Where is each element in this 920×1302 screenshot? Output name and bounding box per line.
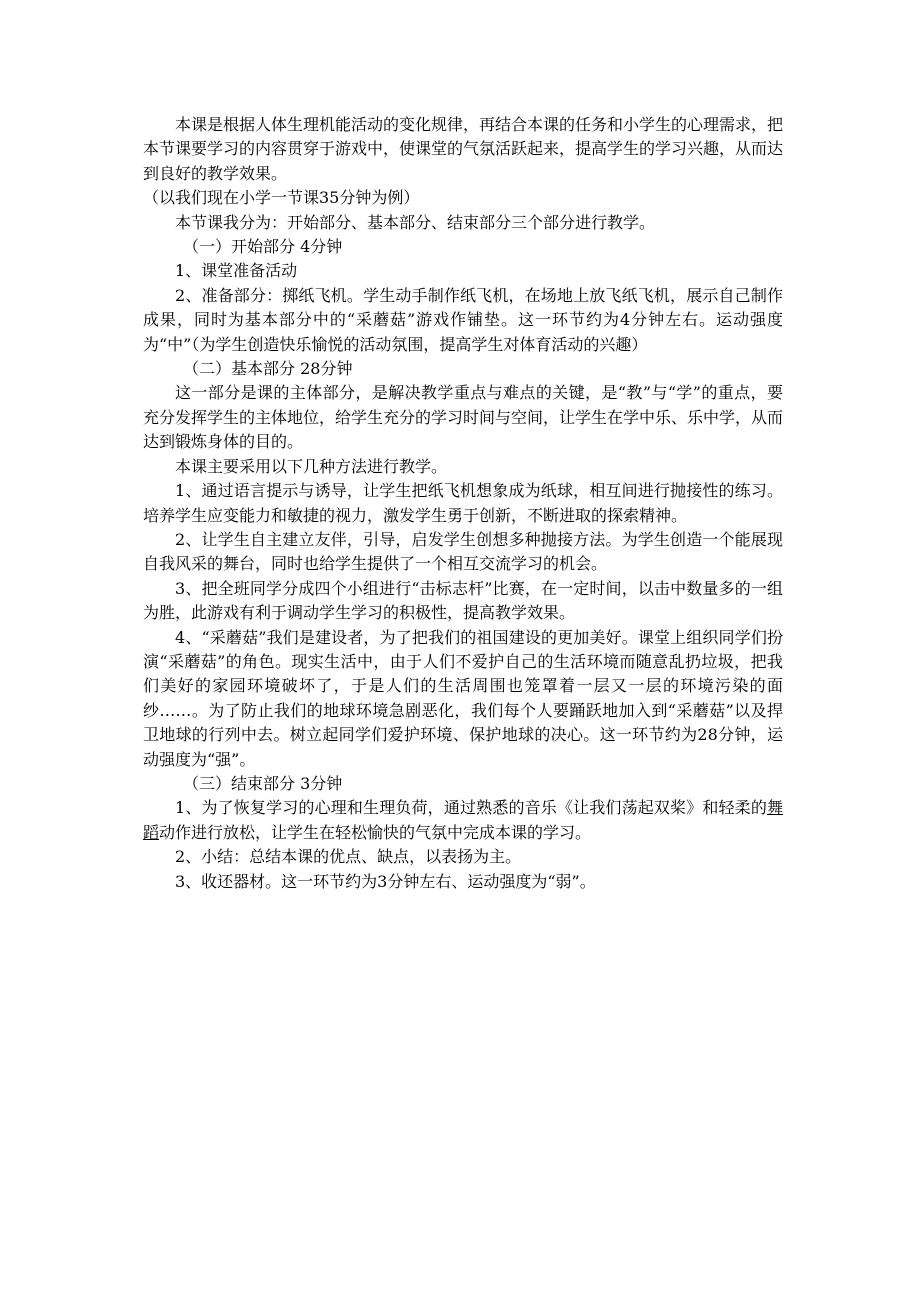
start-item-1: 1、课堂准备活动 <box>175 261 298 281</box>
basic-item-3: 3、把全班同学分成四个小组进行“击标志杆”比赛，在一定时间，以击中数量多的一组为胜，此游戏有利于调动学生学习的积极性，提高教学效果。 <box>143 578 783 623</box>
basic-item-2: 2、让学生自主建立友伴，引导，启发学生创想多种抛接方法。为学生创造一个能展现自我风采的舞台，同时也给学生提供了一个相互交流学习的机会。 <box>143 529 783 574</box>
intro-paragraph: 本课是根据人体生理机能活动的变化规律，再结合本课的任务和小学生的心理需求，把本节课要学习的内容贯穿于游戏中，使课堂的气氛活跃起来，提高学生的学习兴趣，从而达到良好的教学效果。 <box>143 115 784 183</box>
section-heading-start: （一）开始部分 4分钟 <box>183 237 343 257</box>
basic-item-4: 4、“采蘑菇”我们是建设者，为了把我们的祖国建设的更加美好。课堂上组织同学们扮演“采蘑菇”的角色。现实生活中，由于人们不爱护自己的生活环境而随意乱扔垃圾，把我们美好的家园环境破坏了，于是人们的生活周围也笼罩着一层又一层的环境污染的面纱……。为了防止我们的地球环境急剧恶化，我们每个人要踊跃地加入到“采蘑菇”以及捍卫地球的行列中去。树立起同学们爱护环境、保护地球的决心。这一环节约为28分钟，运动强度为“强”。 <box>143 627 783 769</box>
document-body <box>143 113 783 894</box>
example-note: （以我们现在小学一节课35分钟为例） <box>143 188 420 208</box>
basic-item-1: 1、通过语言提示与诱导，让学生把纸飞机想象成为纸球，相互间进行抛接性的练习。培养学生应变能力和敏捷的视力，激发学生勇于创新，不断进取的探索精神。 <box>143 481 783 525</box>
basic-methods-intro: 本课主要采用以下几种方法进行教学。 <box>175 456 448 476</box>
basic-intro-paragraph: 这一部分是课的主体部分，是解决教学重点与难点的关键，是“教”与“学”的重点，要充分发挥学生的主体地位，给学生充分的学习时间与空间，让学生在学中乐、乐中学，从而达到锻炼身体的目的。 <box>143 383 784 452</box>
end-item-1-text-a: 1、为了恢复学习的心理和生理负荷，通过熟悉的音乐《让我们荡起双桨》和轻柔的 <box>175 798 767 818</box>
end-item-1-text-b: 动作进行放松，让学生在轻松愉快的气氛中完成本课的学习。 <box>159 822 592 842</box>
end-item-1-underlined: 舞蹈 <box>143 798 783 842</box>
end-item-3: 3、收还器材。这一环节约为3分钟左右、运动强度为“弱”。 <box>175 871 596 891</box>
start-item-2: 2、准备部分：掷纸飞机。学生动手制作纸飞机，在场地上放飞纸飞机，展示自己制作成果，同时为基本部分中的“采蘑菇”游戏作铺垫。这一环节约为4分钟左右。运动强度为“中”（为学生创造快乐愉悦的活动氛围，提高学生对体育活动的兴趣） <box>143 285 783 354</box>
structure-paragraph: 本节课我分为：开始部分、基本部分、结束部分三个部分进行教学。 <box>175 212 656 232</box>
section-heading-end: （三）结束部分 3分钟 <box>183 773 343 793</box>
end-item-2: 2、小结：总结本课的优点、缺点，以表扬为主。 <box>175 847 522 867</box>
section-heading-basic: （二）基本部分 28分钟 <box>183 359 353 379</box>
end-item-1 <box>143 796 783 845</box>
